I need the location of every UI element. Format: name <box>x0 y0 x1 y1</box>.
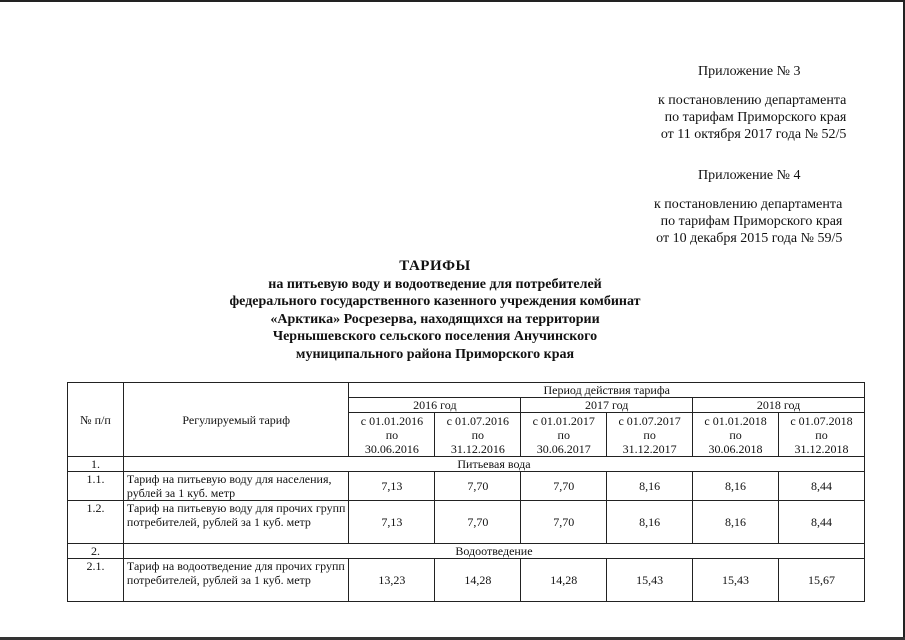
row-value: 15,43 <box>693 559 779 602</box>
header-period-cell <box>435 413 521 457</box>
header-tariff: Регулируемый тариф <box>123 383 349 457</box>
header-period-cell <box>349 413 435 457</box>
period-to-word: по <box>557 427 570 442</box>
row-value: 7,70 <box>521 472 607 501</box>
period-from: с 01.01.2017 <box>532 413 595 428</box>
section-row <box>68 544 865 559</box>
period-to-word: по <box>729 427 742 442</box>
appendix-4-line: от 10 декабря 2015 года № 59/5 <box>656 231 843 246</box>
row-value: 7,70 <box>521 501 607 544</box>
section-title: Питьевая вода <box>123 457 864 472</box>
header-year: 2016 год <box>349 398 521 413</box>
title-line: на питьевую воду и водоотведение для потребителей <box>268 276 602 292</box>
row-index: 1.2. <box>68 501 124 544</box>
period-to: 30.06.2018 <box>708 441 763 456</box>
appendix-4-block <box>654 167 842 247</box>
header-period-cell <box>693 413 779 457</box>
appendix-4-number: Приложение № 4 <box>698 168 801 183</box>
row-value: 8,16 <box>693 472 779 501</box>
appendix-4-line: по тарифам Приморского края <box>660 214 843 229</box>
period-from: с 01.07.2016 <box>446 413 509 428</box>
period-to: 31.12.2018 <box>794 441 849 456</box>
table-row <box>68 501 865 544</box>
title-line: «Арктика» Росрезерва, находящихся на территории <box>270 311 600 327</box>
tariffs-table <box>67 382 865 602</box>
appendix-3-line: от 11 октября 2017 года № 52/5 <box>660 127 847 142</box>
header-year: 2017 год <box>521 398 693 413</box>
row-value: 7,70 <box>435 501 521 544</box>
period-from: с 01.07.2018 <box>790 413 853 428</box>
appendix-3-number: Приложение № 3 <box>698 64 801 79</box>
row-value: 8,16 <box>607 472 693 501</box>
section-index: 1. <box>68 457 124 472</box>
period-from: с 01.07.2017 <box>618 413 681 428</box>
page-border-top <box>0 0 905 2</box>
table-row <box>68 559 865 602</box>
header-period: Период действия тарифа <box>349 383 865 398</box>
row-value: 8,16 <box>607 501 693 544</box>
period-to-word: по <box>815 427 828 442</box>
appendix-3-line: к постановлению департамента <box>658 93 847 108</box>
period-to-word: по <box>385 427 399 442</box>
row-tariff-name: Тариф на питьевую воду для населения, рублей за 1 куб. метр <box>123 472 349 501</box>
row-value: 8,44 <box>779 501 865 544</box>
row-index: 1.1. <box>68 472 124 501</box>
period-to: 31.12.2017 <box>622 441 677 456</box>
appendix-4-line: к постановлению департамента <box>654 197 843 212</box>
row-index: 2.1. <box>68 559 124 602</box>
title-line: муниципального района Приморского края <box>295 346 575 362</box>
row-value: 15,43 <box>607 559 693 602</box>
section-index: 2. <box>68 544 124 559</box>
row-value: 8,44 <box>779 472 865 501</box>
row-value: 7,70 <box>435 472 521 501</box>
title-line: федерального государственного казенного учреждения комбинат <box>229 294 641 309</box>
section-row <box>68 457 865 472</box>
header-period-cell <box>521 413 607 457</box>
period-to: 30.06.2017 <box>536 441 591 456</box>
section-title: Водоотведение <box>123 544 864 559</box>
row-value: 15,67 <box>779 559 865 602</box>
row-tariff-name: Тариф на водоотведение для прочих групп потребителей, рублей за 1 куб. метр <box>123 559 349 602</box>
row-tariff-name: Тариф на питьевую воду для прочих групп потребителей, рублей за 1 куб. метр <box>123 501 349 544</box>
appendix-3-block <box>658 63 846 143</box>
header-year: 2018 год <box>693 398 865 413</box>
period-from: с 01.01.2016 <box>360 413 424 428</box>
row-value: 8,16 <box>693 501 779 544</box>
row-value: 7,13 <box>349 472 435 501</box>
appendix-3-line: по тарифам Приморского края <box>664 110 847 125</box>
header-period-cell <box>779 413 865 457</box>
title-line: Чернышевского сельского поселения Анучинского <box>272 329 598 344</box>
header-row <box>68 383 865 398</box>
period-to-word: по <box>471 427 485 442</box>
period-to-word: по <box>643 427 656 442</box>
header-num: № п/п <box>68 383 124 457</box>
period-from: с 01.01.2018 <box>704 413 767 428</box>
document-title <box>160 258 710 363</box>
row-value: 14,28 <box>521 559 607 602</box>
row-value: 13,23 <box>349 559 435 602</box>
header-period-cell <box>607 413 693 457</box>
table-row <box>68 472 865 501</box>
period-to: 31.12.2016 <box>450 441 505 456</box>
title-heading: ТАРИФЫ <box>399 258 471 274</box>
period-to: 30.06.2016 <box>364 441 419 456</box>
row-value: 14,28 <box>435 559 521 602</box>
row-value: 7,13 <box>349 501 435 544</box>
